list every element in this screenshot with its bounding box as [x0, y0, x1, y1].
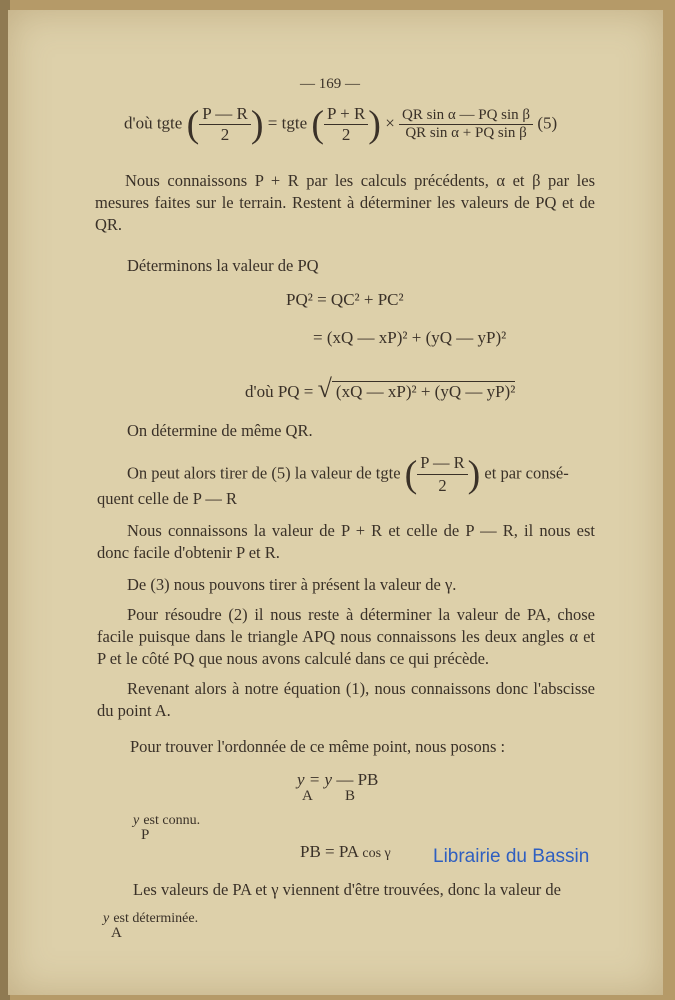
eq5-rhs-denominator: 2	[341, 125, 351, 144]
paren-close: )	[368, 103, 381, 146]
eq5-rhs-numerator: P + R	[324, 104, 368, 125]
para4-fraction-denominator: 2	[438, 476, 447, 495]
equation-pq-squared-expanded: = (xQ — xP)² + (yQ — yP)²	[313, 328, 507, 347]
para4-fraction	[417, 452, 467, 497]
ya-sub: A	[111, 925, 122, 941]
eq-ya-rhs-sub: B	[345, 788, 356, 804]
para4-fraction-numerator: P — R	[417, 452, 467, 475]
equation-pq-squared: PQ² = QC² + PC²	[286, 290, 404, 309]
eq5-lhs-numerator: P — R	[199, 104, 251, 125]
yp-sub: P	[141, 827, 150, 843]
paragraph-3: On détermine de même QR.	[127, 421, 313, 440]
paragraph-4-line-2: quent celle de P — R	[97, 489, 238, 508]
yp-text: est connu.	[143, 813, 201, 828]
eq-pb-cos: cos γ	[362, 846, 391, 861]
eq5-rhs-fraction	[324, 104, 368, 145]
paragraph-9: Pour trouver l'ordonnée de ce même point, nous posons :	[130, 737, 506, 756]
yp-known	[133, 808, 201, 843]
paragraph-8: Revenant alors à notre équation (1), nous connaissons donc l'abscisse du point A.	[97, 679, 595, 720]
eq5-ratio-denominator: QR sin α + PQ sin β	[405, 125, 527, 141]
paragraph-4-after: et par consé-	[484, 463, 569, 483]
paren-close: )	[467, 453, 481, 496]
eq-ya-lhs: y	[297, 770, 305, 789]
ya-determined	[103, 906, 199, 941]
ya-text: est déterminée.	[113, 911, 199, 926]
equation-pq	[245, 374, 515, 404]
eq-pq-prefix: d'où PQ =	[245, 382, 314, 401]
eq5-lhs-denominator: 2	[220, 125, 230, 144]
eq-ya-lhs-sub: A	[302, 788, 313, 804]
paren-open: (	[404, 453, 418, 496]
eq-pb-main: PB = PA	[300, 842, 359, 861]
eq-ya-rest: — PB	[336, 770, 379, 789]
times-sign: ×	[385, 113, 395, 133]
eq5-lhs-fraction	[199, 104, 251, 145]
paren-open: (	[311, 103, 325, 146]
paragraph-4-before: On peut alors tirer de (5) la valeur de tgte	[127, 463, 401, 483]
equation-5	[124, 104, 557, 145]
paragraph-6: De (3) nous pouvons tirer à présent la valeur de γ.	[127, 575, 457, 594]
eq-pq-radicand: (xQ — xP)² + (yQ — yP)²	[332, 381, 515, 401]
page-number: — 169 —	[300, 76, 360, 92]
paragraph-2: Déterminons la valeur de PQ	[127, 256, 319, 275]
eq5-ratio-numerator: QR sin α — PQ sin β	[399, 107, 533, 125]
paragraph-5: Nous connaissons la valeur de P + R et celle de P — R, il nous est donc facile d'obtenir P et R.	[97, 521, 595, 562]
paren-close: )	[250, 103, 264, 146]
paragraph-10: Les valeurs de PA et γ viennent d'être trouvées, donc la valeur de	[133, 880, 561, 899]
equation-ya	[297, 770, 379, 804]
eq5-ratio-fraction	[399, 107, 533, 142]
paragraph-7: Pour résoudre (2) il nous reste à déterminer la valeur de PA, chose facile puisque dans le triangle APQ nous connaissons les deux angles α et P et le côté PQ que nous avons calculé dans ce qui précède.	[97, 605, 595, 668]
ya-var: y	[103, 911, 110, 926]
equation-pb	[300, 842, 391, 862]
eq-ya-eq: = y	[308, 770, 333, 789]
paren-open: (	[186, 103, 200, 146]
eq5-prefix: d'où tgte	[124, 113, 183, 133]
paragraph-1: Nous connaissons P + R par les calculs précédents, α et β par les mesures faites sur le terrain. Restent à déterminer les valeurs de PQ et de QR.	[95, 171, 595, 234]
watermark: Librairie du Bassin	[433, 846, 590, 867]
yp-var: y	[133, 813, 140, 828]
sqrt-sign: √	[317, 374, 332, 403]
eq5-label: (5)	[537, 113, 558, 133]
eq5-mid: = tgte	[267, 113, 308, 133]
